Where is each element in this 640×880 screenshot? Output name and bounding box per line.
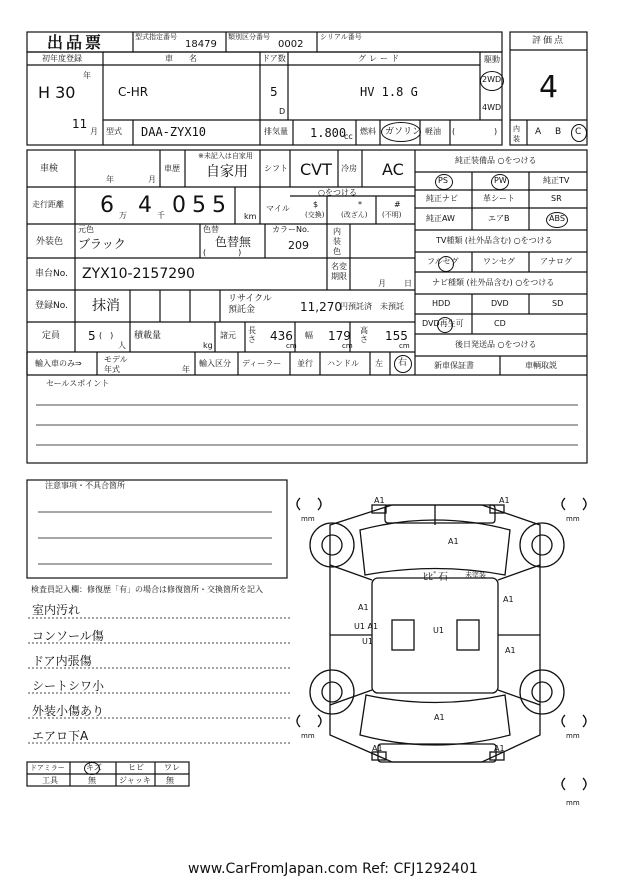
first-reg-label: 初年度登録 [42,54,82,63]
mark-roof: U1 [433,626,444,635]
import-dealer: ディーラー [242,359,282,368]
original-color-label: 元色 [78,225,94,234]
sales-point-label: セールスポイント [46,379,110,388]
mark-hood: A1 [448,537,459,546]
inspector-line-6: エアロ下A [32,729,89,743]
equip-sr: SR [551,194,562,203]
navi-dvd-play: DVD再生可 [422,319,464,328]
later-manual: 車輌取説 [525,361,557,370]
mileage-circle-note: ○をつける [318,188,357,197]
inspection-label: 車検 [40,164,59,174]
car-name-label: 車 名 [165,54,201,63]
mark-trunk: A1 [434,713,445,722]
inspection-year-unit: 年 [106,175,114,184]
light-oil-label: 軽油 [425,127,441,136]
legend-crack: ヒビ [128,763,144,772]
footer-ref: www.CarFromJapan.com Ref: CFJ1292401 [188,861,478,877]
inspector-line-4: シートシワ小 [32,679,105,693]
first-reg-year: H 30 [38,83,76,102]
car-diagram [297,498,586,790]
mark-rear-right: A1 [494,744,505,753]
chassis-value: ZYX10-2157290 [82,266,195,282]
width-label: 幅 [305,331,313,340]
registration-value: 抹消 [92,298,120,314]
interior-c-circle [571,124,587,142]
mark-front-right: A1 [499,496,510,505]
score-value: 4 [539,70,559,105]
interior-label: 内装 [513,125,520,143]
equip-aw: 純正AW [426,214,455,223]
mile-label: マイル [266,204,290,213]
mileage-man: 万 [119,211,127,220]
inspector-header: 検査員記入欄：修復歴「有」の場合は修復箇所・交換箇所を記入 [31,585,263,594]
inspector-line-1: 室内汚れ [32,603,81,617]
name-change-label: 名変期限 [331,262,347,281]
mileage-digit-2: 4 [138,193,152,218]
chassis-label: 車台No. [35,269,68,279]
navi-dvd: DVD [491,299,509,308]
drive-label: 駆動 [484,55,500,64]
name-change-day: 日 [404,279,412,288]
score-label: 評価点 [532,36,566,46]
width-unit: cm [342,342,353,350]
grade-label: グレード [358,54,402,63]
mileage-digit-5: 5 [212,193,226,218]
category-label: 類別区分番号 [228,33,270,41]
exchange-mark: $ [313,200,319,209]
unpainted-label: 未塗装 [465,571,486,579]
recycle-value: 11,270 [300,300,342,314]
height-unit: cm [399,342,410,350]
equip-abs: ABS [549,214,565,223]
mark-left-front-door: A1 [358,603,369,612]
original-color-value: ブラック [78,237,126,251]
mileage-unit: km [244,212,257,221]
tv-header: TV種類 (社外品含む) ○をつける [436,236,553,245]
load-label: 積載量 [134,331,162,341]
displacement-unit: cc [344,132,353,141]
doors-value: 5 [270,85,278,99]
mileage-label: 走行距離 [32,200,64,209]
handle-left: 左 [375,359,383,368]
equip-abs-circle [546,212,568,228]
equip-airbag: エアB [488,214,510,223]
recycle-label: リサイクル預託金 [228,294,272,315]
inspection-month-unit: 月 [148,175,156,184]
mm-rear-right: mm [566,732,580,740]
mm-spare: mm [566,799,580,807]
person-unit: 人 [118,341,126,350]
navi-sd: SD [552,299,564,308]
interior-a: A [535,127,542,137]
unknown-mark: # [394,200,401,209]
equip-navi: 純正ナビ [426,194,458,203]
handle-label: ハンドル [327,359,359,368]
notes-box [27,480,287,578]
exchange-label: (交換) [305,211,325,219]
month-unit: 月 [90,127,98,136]
length-value: 436 [270,329,293,343]
load-kg-unit: kg [203,341,213,350]
mark-front-bumper: A1 [374,496,385,505]
capacity-value: 5 [88,329,96,343]
drive-2wd: 2WD [482,75,502,84]
import-label: 輸入車のみ⇒ [35,359,82,368]
ac-label: 冷房 [341,164,357,173]
mileage-digit-1: 6 [100,193,114,218]
height-value: 155 [385,329,408,343]
legend-scratch-circle [84,762,100,775]
displacement-value: 1.800 [310,126,347,140]
tools-value: 無 [88,776,96,785]
light-oil-paren-close: ) [494,127,498,136]
model-value: DAA-ZYX10 [141,125,207,139]
shift-label: シフト [264,164,288,173]
history-value: 自家用 [206,164,248,180]
tv-fullseg-circle [438,256,454,272]
serial-label: シリアル番号 [320,33,362,41]
navi-dvd-play-circle [437,317,453,333]
tv-fullseg: フルセグ [427,257,459,266]
model-year-label: モデル年式 [104,355,128,374]
shift-value: CVT [300,160,332,179]
mileage-digit-3: 0 [172,193,186,218]
jack-value: 無 [166,776,174,785]
notes-label: 注意事項・不具合箇所 [45,481,125,490]
history-label: 車歴 [164,164,180,173]
sheet-title: 出品票 [47,33,105,52]
fuel-gasoline: ガソリン [385,127,422,137]
paint-paren: ( ) [203,248,242,257]
mileage-digit-4: 5 [192,193,206,218]
drive-4wd: 4WD [482,103,502,112]
tamper-mark: * [358,200,362,209]
equip-pw: PW [494,176,507,185]
mm-rear-left: mm [301,732,315,740]
later-warranty: 新車保証書 [434,361,474,370]
navi-header: ナビ種類 (社外品含む) ○をつける [432,278,555,287]
color-code-value: 209 [288,239,309,252]
capacity-label: 定員 [42,331,61,341]
not-deposited: 未預託 [380,302,404,311]
length-unit: cm [286,342,297,350]
equip-tv: 純正TV [543,176,570,185]
color-code-label: カラーNo. [272,225,310,234]
interior-c: C [575,127,582,137]
paint-value: 色替無 [215,235,252,249]
chip-label: ﾋﾋﾞ石 [423,572,448,583]
mark-rear-bumper: A1 [372,744,383,753]
inspector-line-5: 外装小傷あり [32,704,105,718]
fuel-gasoline-circle [381,122,421,142]
length-label: 長さ [248,326,256,344]
mark-left-rear-door-u1: U1 [362,637,373,646]
mm-front-right: mm [566,515,580,523]
interior-b: B [555,127,562,137]
grade-value: HV 1.8 G [360,85,418,99]
type-cert-value: 18479 [185,39,217,50]
equip-leather: 革シート [483,194,515,203]
type-cert-label: 型式指定番号 [135,33,177,41]
mark-right-front-door: A1 [503,595,514,604]
jack-label: ジャッキ [119,776,151,785]
dims-label: 諸元 [220,331,236,340]
equip-pw-circle [491,174,509,190]
later-header: 後日発送品 ○をつける [455,340,537,349]
category-value: 0002 [278,39,304,50]
unknown-label: (不明) [382,211,402,219]
model-label: 型式 [106,127,122,136]
year-unit: 年 [83,71,91,80]
handle-right: 右 [398,358,408,368]
equip-ps: PS [438,176,448,185]
height-label: 高さ [360,326,368,344]
ac-value: AC [382,160,404,179]
doors-label: ドア数 [262,54,286,63]
legend-scratch: キズ [86,763,102,772]
drive-2wd-circle [480,71,504,91]
width-value: 179 [328,329,351,343]
tv-analog: アナログ [540,257,572,266]
color-label: 外装色 [36,237,64,247]
handle-right-circle [394,355,412,373]
recycle-suffix: 円預託済 [340,302,372,311]
interior-color-label: 内装色 [333,227,341,256]
legend-door-mirror: ドアミラー [30,764,65,772]
import-type-label: 輸入区分 [199,359,231,368]
mm-front-left: mm [301,515,315,523]
genuine-header: 純正装備品 ○をつける [455,156,537,165]
tv-oneseg: ワンセグ [483,257,515,266]
registration-label: 登録No. [35,301,68,311]
inspector-line-2: コンソール傷 [32,629,104,643]
mileage-sen: 千 [157,211,165,220]
light-oil-paren: ( [452,127,456,136]
history-note: ※未記入は自家用 [198,152,253,160]
first-reg-month: 11 [72,117,88,131]
inspector-line-3: ドア内張傷 [32,654,92,668]
doors-suffix: D [279,107,286,116]
mark-left-rear-door: U1 A1 [354,622,379,631]
navi-cd: CD [494,319,506,328]
model-year-unit: 年 [182,365,190,374]
car-name-value: C-HR [118,85,149,99]
import-parallel: 並行 [297,359,313,368]
tamper-label: (改ざん) [341,211,368,219]
fuel-label: 燃料 [360,127,376,136]
displacement-label: 排気量 [264,127,288,136]
name-change-month: 月 [378,279,386,288]
paint-label: 色替 [203,225,219,234]
legend-break: ワレ [164,763,180,772]
mark-right-rear-door: A1 [505,646,516,655]
navi-hdd: HDD [432,299,451,308]
capacity-paren: ( ) [99,331,114,340]
tools-label: 工具 [42,776,58,785]
equip-ps-circle [435,174,453,190]
